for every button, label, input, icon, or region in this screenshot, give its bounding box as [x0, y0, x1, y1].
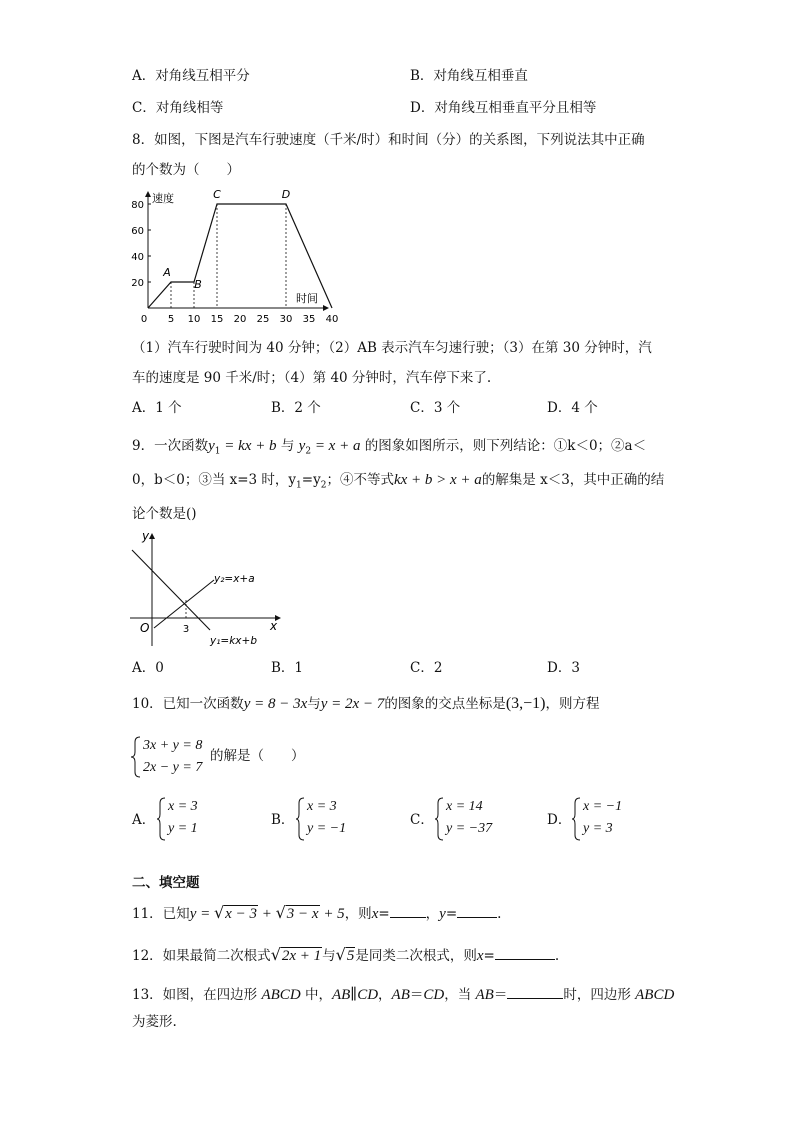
q9-tick-3: 3 — [182, 624, 190, 635]
q10-option-a-system — [168, 796, 198, 840]
q8-stem-line1: 8．如图，下图是汽车行驶速度（千米/时）和时间（分）的关系图，下列说法其中正确 — [132, 132, 645, 148]
q9-stem-line1: 9．一次函数$y_1$ = kx + b 与 $y_2 = x + a$ 的图象如图所示，则下列结论：①k＜0；②a＜ — [132, 438, 647, 457]
q10-stem-tail: 的解是（ ） — [210, 748, 305, 764]
q9-line-y2 — [154, 580, 214, 628]
q13-stem-line1: 13．如图，在四边形 ABCD 中，AB∥CD，AB＝CD，当 AB＝ 时，四边形 ABCD — [132, 984, 674, 1005]
q9-option-a: A．0 — [132, 660, 164, 676]
q9-option-c: C．2 — [410, 660, 443, 676]
q8-speed-time-chart — [124, 186, 339, 326]
q8-xtick-5: 5 — [167, 314, 175, 325]
q10-option-b-brace — [295, 797, 305, 841]
q10-stem-line1: 10．已知一次函数y = 8 − 3x与y = 2x − 7的图象的交点坐标是(3,−1)，则方程 — [132, 695, 600, 712]
q10-option-b-row1: x = 3 — [307, 799, 337, 814]
q9-stem-line3: 论个数是() — [132, 506, 197, 522]
q10-option-a-label: A． — [132, 812, 156, 828]
q10-option-c-row2: y = −37 — [446, 821, 493, 836]
section-fill-in-title: 二、填空题 — [132, 875, 200, 891]
q7-option-c: C．对角线相等 — [132, 100, 224, 116]
q8-x-axis-label: 时间 — [296, 292, 318, 305]
q10-option-d-label: D． — [547, 812, 572, 828]
q8-option-a: A．1 个 — [132, 400, 182, 416]
q10-option-c-label: C． — [410, 812, 434, 828]
q10-option-b-label: B． — [271, 812, 295, 828]
q9-label-y2: y₂=x+a — [214, 573, 255, 585]
q8-point-label-A: A — [163, 266, 171, 279]
q13-stem-line2: 为菱形. — [132, 1014, 177, 1030]
q8-y-axis-label: 速度 — [152, 192, 174, 205]
q9-y-label: y — [142, 529, 150, 543]
q11-blank-x[interactable] — [390, 903, 426, 918]
q8-stem-line2: 的个数为（ ） — [132, 162, 240, 178]
q10-option-c-system — [446, 796, 492, 840]
q8-statements-line1: （1）汽车行驶时间为 40 分钟；（2）AB 表示汽车匀速行驶；（3）在第 30 分钟时，汽 — [132, 340, 652, 356]
q8-option-d: D．4 个 — [547, 400, 598, 416]
q8-xtick-35: 35 — [302, 314, 316, 325]
q10-option-d-row2: y = 3 — [583, 821, 613, 836]
q8-xtick-25: 25 — [256, 314, 270, 325]
q10-option-b-row2: y = −1 — [307, 821, 347, 836]
q8-ytick-20: 20 — [131, 278, 144, 289]
q8-option-b: B．2 个 — [271, 400, 321, 416]
q12-blank-x[interactable] — [495, 945, 555, 960]
q7-option-b: B．对角线互相垂直 — [410, 68, 528, 84]
q8-xtick-30: 30 — [279, 314, 293, 325]
q10-option-d-system — [583, 796, 622, 840]
q8-point-label-C: C — [213, 188, 221, 201]
q8-point-label-B: B — [194, 278, 202, 291]
q10-option-a-row1: x = 3 — [168, 799, 198, 814]
q9-x-label: x — [270, 619, 278, 633]
q8-statements-line2: 车的速度是 90 千米/时；（4）第 40 分钟时，汽车停下来了. — [132, 370, 492, 386]
q9-option-b: B．1 — [271, 660, 304, 676]
q8-ytick-40: 40 — [131, 252, 144, 263]
q9-origin-label: O — [140, 621, 150, 635]
q8-ytick-60: 60 — [131, 226, 144, 237]
q10-system-eq1: 3x + y = 8 — [143, 738, 203, 753]
q13-blank-ab[interactable] — [507, 984, 563, 999]
q9-stem-line2: 0，b＜0；③当 x=3 时，$y_1=y_2$；④不等式kx + b > x + a的解集是 x＜3，其中正确的结 — [132, 472, 665, 491]
q10-option-a-row2: y = 1 — [168, 821, 198, 836]
q10-system — [143, 735, 202, 779]
q9-option-d: D．3 — [547, 660, 580, 676]
q8-origin-label: 0 — [140, 314, 148, 325]
q8-point-label-D: D — [281, 188, 291, 201]
q11-stem: 11．已知y = √x − 3 + √3 − x + 5，则x= ，y= . — [132, 903, 502, 922]
q8-ytick-80: 80 — [131, 200, 144, 211]
q8-xtick-20: 20 — [233, 314, 247, 325]
q9-linear-graph — [128, 528, 288, 654]
q10-option-a-brace — [156, 797, 166, 841]
q10-option-d-row1: x = −1 — [583, 799, 623, 814]
q8-xtick-10: 10 — [187, 314, 201, 325]
q7-option-a: A．对角线互相平分 — [132, 68, 250, 84]
q10-option-c-brace — [434, 797, 444, 841]
q10-option-d-brace — [571, 797, 581, 841]
q7-option-d: D．对角线互相垂直平分且相等 — [410, 100, 597, 116]
q8-xtick-15: 15 — [210, 314, 224, 325]
q9-label-y1: y₁=kx+b — [210, 635, 257, 647]
q10-option-b-system — [307, 796, 346, 840]
q10-option-c-row1: x = 14 — [446, 799, 483, 814]
q11-blank-y[interactable] — [457, 903, 497, 918]
q10-system-brace — [130, 736, 142, 778]
q10-system-eq2: 2x − y = 7 — [143, 760, 203, 775]
q8-option-c: C．3 个 — [410, 400, 461, 416]
q12-stem: 12．如果最简二次根式√2x + 1与√5是同类二次根式，则x= . — [132, 945, 560, 964]
q8-xtick-40: 40 — [325, 314, 339, 325]
